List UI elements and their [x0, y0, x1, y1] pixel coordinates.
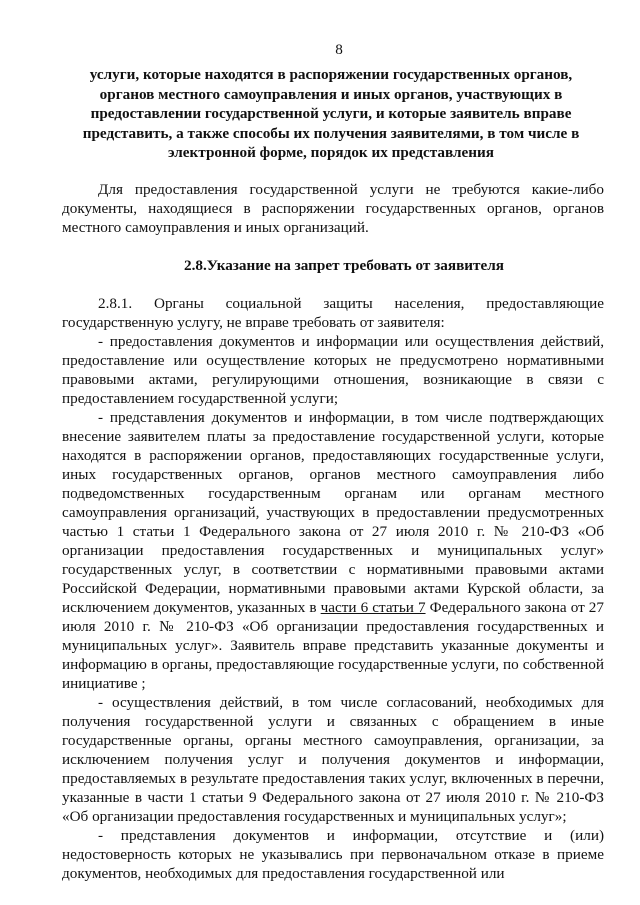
page-number: 8	[335, 41, 343, 58]
heading-line: органов местного самоуправления и иных органов, участвующих в	[99, 85, 563, 103]
clause-2-8-1: 2.8.1. Органы социальной защиты населения, предоставляющие государственную услугу, не вправе требовать от заявителя:	[62, 294, 604, 331]
list-item-4: - представления документов и информации, отсутствие и (или) недостоверность которых не указывались при первоначальном отказе в приеме документов, необходимых для предоставления государственной или	[62, 826, 604, 882]
section-heading	[72, 65, 590, 163]
heading-line: предоставлении государственной услуги, и которые заявитель вправе	[90, 105, 572, 122]
heading-line: представить, а также способы их получения заявителями, в том числе в	[82, 124, 580, 142]
heading-line: электронной форме, порядок их представления	[168, 144, 494, 161]
intro-paragraph: Для предоставления государственной услуги не требуются какие-либо документы, находящиеся в распоряжении государственных органов, органов местного самоуправления и иных организаций.	[62, 180, 604, 236]
list-item-2	[62, 408, 604, 693]
list-item-2-text-end: Федерального закона от 27 июля 2010 г. № 210-ФЗ «Об организации предоставления государственных и муниципальных услуг». Заявитель вправе представить указанные документы и информацию в органы, предоставляющие государственные услуги, по собственной инициативе ;	[62, 598, 604, 692]
section-title: 2.8.Указание на запрет требовать от заявителя	[184, 256, 504, 274]
heading-line: услуги, которые находятся в распоряжении государственных органов,	[89, 66, 573, 83]
list-item-3: - осуществления действий, в том числе согласований, необходимых для получения государственной услуги и связанных с обращением в иные государственные органы, органы местного самоуправления, организации, за исключением получения услуг и получения документов и информации, предоставляемых в результате предоставления таких услуг, включенных в перечни, указанные в части 1 статьи 9 Федерального закона от 27 июля 2010 г. № 210-ФЗ «Об организации предоставления государственных и муниципальных услуг»;	[62, 693, 604, 825]
list-item-1: - предоставления документов и информации или осуществления действий, предоставление или осуществление которых не предусмотрено нормативными правовыми актами, регулирующими отношения, возникающие в связи с предоставлением государственной услуги;	[62, 332, 604, 407]
law-reference-link[interactable]: части 6 статьи 7	[320, 598, 426, 616]
list-item-2-text: - представления документов и информации, в том числе подтверждающих внесение заявителем платы за предоставление государственной услуги, которые находятся в распоряжении органов, предоставляющих государственные услуги, иных государственных органов, органов местного самоуправления либо подведомственных государственным органам или органам местного самоуправления организаций, участвующих в предоставлении предусмотренных частью 1 статьи 1 Федерального закона от 27 июля 2010 г. № 210-ФЗ «Об организации предоставления государственных и муниципальных услуг» государственных услуг, в соответствии с нормативными правовыми актами Российской Федерации, нормативными правовыми актами Курской области, за исключением документов, указанных в	[62, 408, 604, 616]
